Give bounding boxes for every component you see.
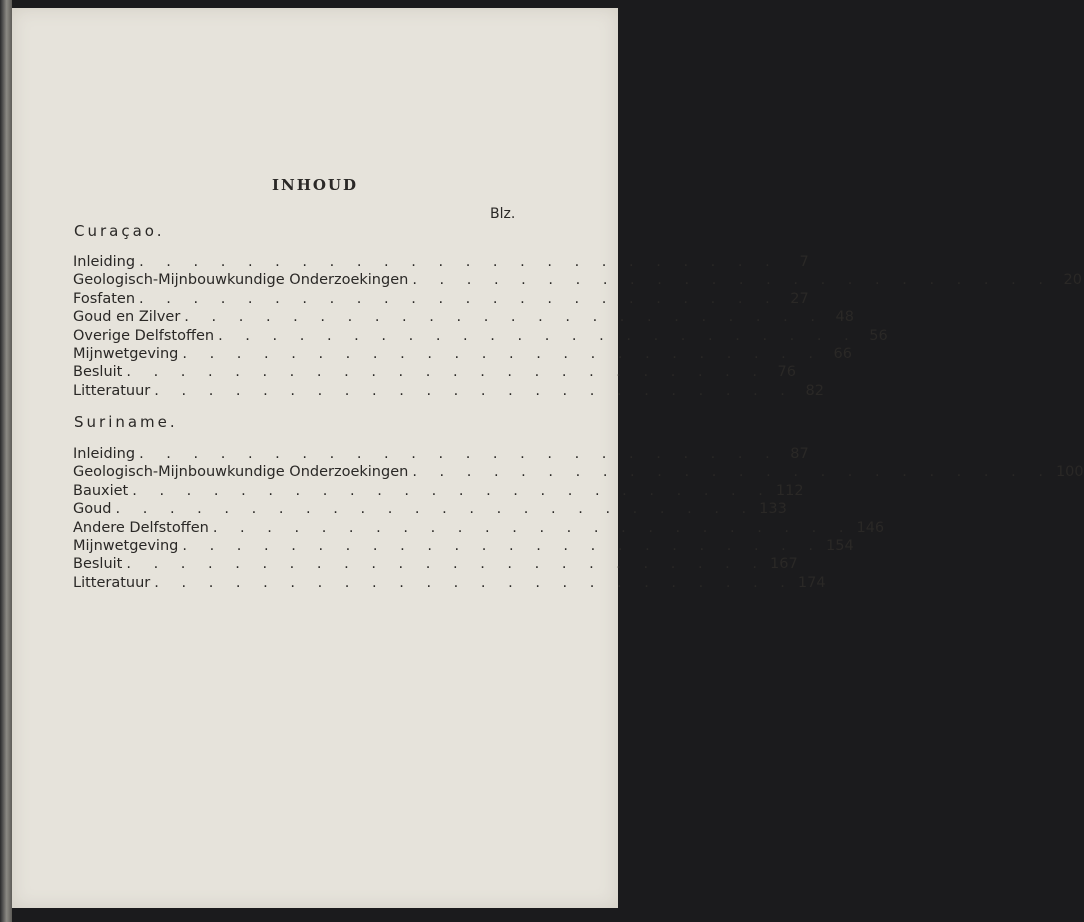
toc-entry: [73, 271, 1082, 289]
toc-entry: [73, 519, 885, 537]
toc-entry: [73, 463, 1084, 481]
toc-entry-page-number: 48: [835, 309, 854, 326]
toc-entry-page-number: 167: [770, 556, 798, 573]
dot-leader: . . . . . . . . . . . . . . . . . . . . . . . .: [212, 519, 853, 536]
toc-entry-page-number: 82: [805, 382, 824, 399]
toc-entry: [73, 537, 854, 555]
dot-leader: . . . . . . . . . . . . . . . . . . . . . . . .: [139, 254, 779, 270]
toc-entry-page-number: 154: [826, 537, 854, 554]
toc-entry-page-number: 7: [799, 254, 809, 270]
toc-entry-title: Bauxiet: [73, 482, 129, 499]
book-page: [12, 8, 1084, 908]
toc-entry-page-number: 66: [833, 345, 852, 362]
toc-entry: [73, 345, 852, 363]
toc-entry-page-number: 133: [759, 501, 787, 518]
toc-list-suriname: [73, 445, 1084, 592]
page-column-label: Blz.: [490, 206, 516, 222]
toc-list-curacao: [73, 253, 1082, 400]
toc-entry-page-number: 100: [1055, 464, 1084, 481]
toc-entry-title: Fosfaten: [73, 290, 136, 307]
dot-leader: . . . . . . . . . . . . . . . . . . . . . . . .: [115, 501, 756, 518]
dot-leader: . . . . . . . . . . . . . . . . . . . . . . . .: [218, 327, 858, 344]
dot-leader: . . . . . . . . . . . . . . . . . . . . . . . .: [126, 364, 766, 381]
toc-entry-title: Inleiding: [73, 254, 136, 270]
toc-entry: [73, 445, 809, 463]
dot-leader: . . . . . . . . . . . . . . . . . . . . . . . .: [182, 345, 822, 362]
toc-entry-title: Geologisch-Mijnbouwkundige Onderzoekingen: [73, 272, 409, 289]
toc-entry: [73, 382, 824, 400]
toc-entry-title: Mijnwetgeving: [73, 345, 179, 362]
toc-entry-title: Litteratuur: [73, 382, 151, 399]
dot-leader: . . . . . . . . . . . . . . . . . . . . . . . .: [154, 382, 794, 399]
toc-entry-title: Inleiding: [73, 446, 136, 462]
toc-entry-page-number: 87: [790, 446, 809, 462]
toc-entry: [73, 290, 809, 308]
toc-entry-title: Goud en Zilver: [73, 309, 181, 326]
toc-entry: [73, 500, 787, 518]
dot-leader: . . . . . . . . . . . . . . . . . . . . . . . .: [132, 482, 772, 499]
toc-entry-title: Goud: [73, 501, 112, 518]
section-title-curacao: Curaçao.: [74, 222, 165, 240]
dot-leader: . . . . . . . . . . . . . . . . . . . . . . . .: [412, 272, 1052, 289]
dot-leader: . . . . . . . . . . . . . . . . . . . . . . . .: [184, 309, 824, 326]
toc-entry-page-number: 112: [775, 482, 804, 499]
toc-entry: [73, 253, 809, 271]
toc-entry-page-number: 76: [777, 364, 796, 381]
dot-leader: . . . . . . . . . . . . . . . . . . . . . . . .: [154, 574, 794, 591]
toc-entry-title: Mijnwetgeving: [73, 537, 179, 554]
section-title-suriname: Suriname.: [74, 413, 178, 431]
toc-entry-title: Overige Delfstoffen: [73, 327, 215, 344]
toc-entry-page-number: 146: [856, 519, 885, 536]
toc-entry-page-number: 174: [797, 574, 826, 591]
toc-entry: [73, 555, 798, 573]
toc-entry-title: Besluit: [73, 364, 123, 381]
toc-entry-title: Geologisch-Mijnbouwkundige Onderzoekingen: [73, 464, 409, 481]
toc-entry-title: Andere Delfstoffen: [73, 519, 209, 536]
toc-entry-title: Besluit: [73, 556, 123, 573]
toc-entry-title: Litteratuur: [73, 574, 151, 591]
book-spine: [0, 0, 12, 922]
toc-entry: [73, 574, 826, 592]
toc-entry-page-number: 20: [1063, 272, 1082, 289]
dot-leader: . . . . . . . . . . . . . . . . . . . . . . . .: [139, 290, 779, 307]
dot-leader: . . . . . . . . . . . . . . . . . . . . . . . .: [412, 464, 1052, 481]
toc-entry: [73, 363, 796, 381]
dot-leader: . . . . . . . . . . . . . . . . . . . . . . . .: [182, 537, 822, 554]
page-heading: INHOUD: [271, 176, 359, 194]
dot-leader: . . . . . . . . . . . . . . . . . . . . . . . .: [126, 556, 766, 573]
toc-entry: [73, 327, 888, 345]
toc-entry-page-number: 56: [869, 327, 888, 344]
toc-entry: [73, 308, 854, 326]
dot-leader: . . . . . . . . . . . . . . . . . . . . . . . .: [139, 446, 779, 462]
toc-entry: [73, 482, 804, 500]
toc-entry-page-number: 27: [790, 290, 809, 307]
